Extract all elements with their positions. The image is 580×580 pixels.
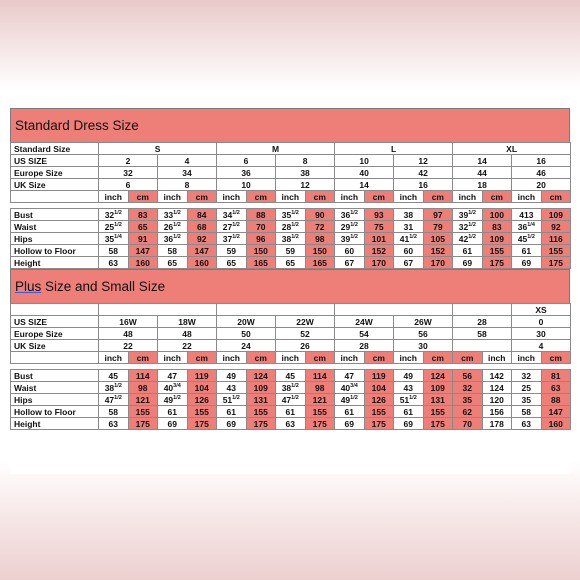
- size-cell: 24: [217, 340, 276, 352]
- unit-cell: cm: [246, 191, 276, 203]
- unit-cell: cm: [423, 191, 453, 203]
- measure-cell: 88: [246, 209, 276, 221]
- measure-cell: 119: [364, 370, 394, 382]
- measure-cell: 61: [217, 406, 247, 418]
- unit-cell: cm: [364, 191, 394, 203]
- measure-cell: 175: [246, 418, 276, 430]
- measure-cell: $34^{1/2}$: [217, 209, 247, 221]
- unit-cell: inch: [512, 352, 542, 364]
- unit-cell: cm: [305, 352, 335, 364]
- measure-cell: $51^{1/2}$: [394, 394, 424, 406]
- unit-cell: cm: [364, 352, 394, 364]
- size-cell: 52: [276, 328, 335, 340]
- measure-cell: 175: [423, 418, 453, 430]
- measure-cell: 88: [541, 394, 571, 406]
- measure-cell: 155: [482, 245, 512, 257]
- measure-cell: 75: [364, 221, 394, 233]
- measure-cell: 79: [423, 221, 453, 233]
- measure-cell: 69: [335, 418, 365, 430]
- measure-cell: 150: [305, 245, 335, 257]
- measure-cell: 63: [512, 418, 542, 430]
- measure-cell: 47: [335, 370, 365, 382]
- measure-cell: 32: [512, 370, 542, 382]
- row-label: Bust: [11, 370, 99, 382]
- measure-row: [11, 406, 571, 418]
- measure-cell: $27^{1/2}$: [217, 221, 247, 233]
- size-cell: 12: [276, 179, 335, 191]
- measure-cell: $42^{1/2}$: [453, 233, 483, 245]
- measure-cell: 59: [276, 245, 306, 257]
- measure-cell: 155: [128, 406, 158, 418]
- measure-cell: 43: [394, 382, 424, 394]
- measure-cell: 119: [187, 370, 217, 382]
- measure-cell: 116: [541, 233, 571, 245]
- measure-cell: 152: [423, 245, 453, 257]
- measure-cell: 100: [482, 209, 512, 221]
- size-cell: 30: [512, 328, 571, 340]
- measure-cell: 104: [364, 382, 394, 394]
- measure-cell: 69: [158, 418, 188, 430]
- measure-cell: 63: [541, 382, 571, 394]
- unit-cell: cm: [187, 191, 217, 203]
- unit-cell: cm: [541, 191, 571, 203]
- measure-cell: 72: [305, 221, 335, 233]
- unit-cell: inch: [482, 352, 512, 364]
- size-cell: 12: [394, 155, 453, 167]
- measure-cell: 160: [541, 418, 571, 430]
- measure-cell: 121: [128, 394, 158, 406]
- measure-cell: 155: [364, 406, 394, 418]
- size-cell: 46: [512, 167, 571, 179]
- measure-row: [11, 370, 571, 382]
- size-cell: 10: [335, 155, 394, 167]
- measure-cell: $32^{1/2}$: [453, 221, 483, 233]
- measure-cell: $38^{1/2}$: [276, 382, 306, 394]
- measure-cell: $49^{1/2}$: [158, 394, 188, 406]
- plus-title-prefix: Plus: [15, 279, 42, 294]
- row-label: UK Size: [11, 179, 99, 191]
- measure-cell: 91: [128, 233, 158, 245]
- unit-cell: inch: [512, 191, 542, 203]
- measure-cell: $47^{1/2}$: [276, 394, 306, 406]
- measure-cell: 114: [128, 370, 158, 382]
- measure-row: [11, 382, 571, 394]
- unit-cell: inch: [335, 191, 365, 203]
- measure-cell: 152: [364, 245, 394, 257]
- measure-cell: 109: [482, 233, 512, 245]
- measure-cell: 120: [482, 394, 512, 406]
- size-cell: 32: [99, 167, 158, 179]
- size-cell: 20: [512, 179, 571, 191]
- measure-cell: 175: [187, 418, 217, 430]
- measure-cell: 170: [423, 257, 453, 269]
- measure-cell: 178: [482, 418, 512, 430]
- measure-cell: 69: [217, 418, 247, 430]
- measure-cell: 61: [158, 406, 188, 418]
- measure-cell: $26^{1/2}$: [158, 221, 188, 233]
- measure-cell: 124: [246, 370, 276, 382]
- measure-cell: 61: [453, 245, 483, 257]
- measure-cell: 58: [99, 406, 129, 418]
- size-cell: 16: [512, 155, 571, 167]
- measure-row: [11, 257, 571, 269]
- size-cell: 26: [276, 340, 335, 352]
- measure-cell: $35^{1/2}$: [276, 209, 306, 221]
- size-cell: 48: [99, 328, 158, 340]
- measure-cell: 45: [276, 370, 306, 382]
- measure-row: [11, 209, 571, 221]
- measure-cell: $36^{1/2}$: [335, 209, 365, 221]
- measure-cell: 61: [335, 406, 365, 418]
- size-cell: 14: [335, 179, 394, 191]
- row-label: Waist: [11, 221, 99, 233]
- size-cell: 30: [394, 340, 453, 352]
- size-cell: 4: [158, 155, 217, 167]
- measure-cell: 62: [453, 406, 483, 418]
- row-label: Europe Size: [11, 167, 99, 179]
- measure-cell: 147: [187, 245, 217, 257]
- measure-cell: 175: [541, 257, 571, 269]
- size-cell: 58: [453, 328, 512, 340]
- size-cell: 14: [453, 155, 512, 167]
- section-title-standard: [10, 108, 570, 142]
- size-cell: 44: [453, 167, 512, 179]
- size-cell: 28: [453, 316, 512, 328]
- measure-cell: 124: [482, 382, 512, 394]
- size-cell: 10: [217, 179, 276, 191]
- measure-row: [11, 418, 571, 430]
- measure-cell: 96: [246, 233, 276, 245]
- measure-cell: 63: [99, 257, 129, 269]
- row-label: US SIZE: [11, 155, 99, 167]
- measure-cell: 155: [541, 245, 571, 257]
- measure-cell: $40^{3/4}$: [335, 382, 365, 394]
- measure-cell: 170: [364, 257, 394, 269]
- measure-cell: $36^{1/2}$: [158, 233, 188, 245]
- measure-cell: 60: [335, 245, 365, 257]
- measure-cell: 90: [305, 209, 335, 221]
- measure-cell: 58: [99, 245, 129, 257]
- size-cell: 22: [99, 340, 158, 352]
- measure-row: [11, 245, 571, 257]
- measure-cell: 160: [187, 257, 217, 269]
- unit-cell: inch: [394, 352, 424, 364]
- measure-cell: 61: [512, 245, 542, 257]
- measure-cell: $41^{1/2}$: [394, 233, 424, 245]
- size-cell: 42: [394, 167, 453, 179]
- unit-cell: cm: [246, 352, 276, 364]
- measure-cell: $51^{1/2}$: [217, 394, 247, 406]
- measure-cell: $32^{1/2}$: [99, 209, 129, 221]
- unit-cell: cm: [128, 352, 158, 364]
- size-cell: 18: [453, 179, 512, 191]
- group-xs: XS: [512, 304, 571, 316]
- header-label: Standard Size: [11, 143, 99, 155]
- size-cell: 20W: [217, 316, 276, 328]
- unit-cell: inch: [158, 352, 188, 364]
- measure-cell: 98: [305, 382, 335, 394]
- measure-cell: 69: [512, 257, 542, 269]
- section-title-plus: [10, 269, 570, 303]
- measure-cell: 70: [246, 221, 276, 233]
- measure-cell: 175: [364, 418, 394, 430]
- measure-cell: $33^{1/2}$: [158, 209, 188, 221]
- unit-cell: cm: [541, 352, 571, 364]
- measure-cell: 109: [246, 382, 276, 394]
- unit-cell: inch: [99, 191, 129, 203]
- size-row: [11, 340, 571, 352]
- measure-cell: 98: [305, 233, 335, 245]
- size-row: [11, 328, 571, 340]
- row-label: Waist: [11, 382, 99, 394]
- group-m: M: [217, 143, 335, 155]
- size-cell: 54: [335, 328, 394, 340]
- measure-cell: 131: [423, 394, 453, 406]
- measure-cell: 101: [364, 233, 394, 245]
- row-label: Hollow to Floor: [11, 406, 99, 418]
- measure-cell: $47^{1/2}$: [99, 394, 129, 406]
- size-cell: 36: [217, 167, 276, 179]
- size-cell: 2: [99, 155, 158, 167]
- measure-cell: 58: [512, 406, 542, 418]
- measure-cell: 38: [394, 209, 424, 221]
- measure-cell: 35: [512, 394, 542, 406]
- group-header-row: [11, 143, 571, 155]
- row-label: Europe Size: [11, 328, 99, 340]
- measure-cell: 58: [158, 245, 188, 257]
- measure-cell: 126: [187, 394, 217, 406]
- measure-cell: 69: [394, 418, 424, 430]
- row-label: UK Size: [11, 340, 99, 352]
- unit-cell: cm: [423, 352, 453, 364]
- measure-cell: 121: [305, 394, 335, 406]
- plus-title-rest: Size and Small Size: [41, 279, 166, 294]
- measure-cell: $38^{1/2}$: [99, 382, 129, 394]
- row-label: US SIZE: [11, 316, 99, 328]
- row-label: Hips: [11, 233, 99, 245]
- measure-cell: 155: [423, 406, 453, 418]
- measure-cell: 63: [99, 418, 129, 430]
- measure-cell: 83: [482, 221, 512, 233]
- measure-cell: $29^{1/2}$: [335, 221, 365, 233]
- unit-cell: cm: [305, 191, 335, 203]
- unit-cell: inch: [335, 352, 365, 364]
- size-cell: 16: [394, 179, 453, 191]
- measure-cell: 68: [187, 221, 217, 233]
- size-chart: [10, 108, 570, 474]
- measure-cell: 109: [423, 382, 453, 394]
- measure-cell: $39^{1/2}$: [453, 209, 483, 221]
- measure-cell: 175: [128, 418, 158, 430]
- unit-cell: inch: [276, 352, 306, 364]
- measure-cell: 65: [158, 257, 188, 269]
- measure-cell: 93: [364, 209, 394, 221]
- measure-cell: 92: [187, 233, 217, 245]
- size-cell: 50: [217, 328, 276, 340]
- measure-cell: 156: [482, 406, 512, 418]
- measure-cell: 31: [394, 221, 424, 233]
- size-row: [11, 179, 571, 191]
- measure-cell: $39^{1/2}$: [335, 233, 365, 245]
- xs-header-row: [11, 304, 571, 316]
- measure-cell: 150: [246, 245, 276, 257]
- measure-cell: 147: [128, 245, 158, 257]
- measure-cell: 32: [453, 382, 483, 394]
- size-row: [11, 316, 571, 328]
- row-label: Height: [11, 418, 99, 430]
- size-cell: 16W: [99, 316, 158, 328]
- size-cell: [453, 340, 512, 352]
- measure-cell: 98: [128, 382, 158, 394]
- measure-cell: 61: [276, 406, 306, 418]
- unit-cell: inch: [276, 191, 306, 203]
- standard-size-table: [10, 142, 571, 269]
- size-row: [11, 167, 571, 179]
- measure-cell: 155: [305, 406, 335, 418]
- measure-cell: 413: [512, 209, 542, 221]
- row-label: Bust: [11, 209, 99, 221]
- measure-cell: 35: [453, 394, 483, 406]
- measure-cell: $45^{1/2}$: [512, 233, 542, 245]
- measure-cell: 43: [217, 382, 247, 394]
- measure-cell: 83: [128, 209, 158, 221]
- size-cell: 8: [158, 179, 217, 191]
- measure-cell: $35^{1/4}$: [99, 233, 129, 245]
- measure-cell: 65: [217, 257, 247, 269]
- unit-cell: inch: [453, 191, 483, 203]
- size-cell: 4: [512, 340, 571, 352]
- size-cell: 8: [276, 155, 335, 167]
- measure-cell: 131: [246, 394, 276, 406]
- size-cell: 22W: [276, 316, 335, 328]
- size-row: [11, 155, 571, 167]
- measure-cell: 175: [305, 418, 335, 430]
- measure-cell: 67: [394, 257, 424, 269]
- measure-cell: 65: [276, 257, 306, 269]
- unit-cell: cm: [453, 352, 483, 364]
- measure-cell: 92: [541, 221, 571, 233]
- measure-cell: 109: [541, 209, 571, 221]
- measure-cell: 124: [423, 370, 453, 382]
- unit-row: [11, 191, 571, 203]
- measure-cell: 45: [99, 370, 129, 382]
- size-cell: 18W: [158, 316, 217, 328]
- size-cell: 0: [512, 316, 571, 328]
- measure-cell: 126: [364, 394, 394, 406]
- measure-cell: $38^{1/2}$: [276, 233, 306, 245]
- size-cell: 38: [276, 167, 335, 179]
- measure-cell: 59: [217, 245, 247, 257]
- row-label: Height: [11, 257, 99, 269]
- measure-cell: 165: [246, 257, 276, 269]
- measure-cell: $49^{1/2}$: [335, 394, 365, 406]
- size-cell: 22: [158, 340, 217, 352]
- unit-row: [11, 352, 571, 364]
- measure-row: [11, 221, 571, 233]
- measure-cell: $25^{1/2}$: [99, 221, 129, 233]
- size-cell: 6: [99, 179, 158, 191]
- measure-cell: 142: [482, 370, 512, 382]
- measure-cell: 155: [187, 406, 217, 418]
- unit-cell: inch: [158, 191, 188, 203]
- measure-cell: 56: [453, 370, 483, 382]
- measure-cell: 60: [394, 245, 424, 257]
- measure-cell: 175: [482, 257, 512, 269]
- measure-cell: 97: [423, 209, 453, 221]
- measure-cell: 65: [128, 221, 158, 233]
- measure-cell: 67: [335, 257, 365, 269]
- measure-cell: 114: [305, 370, 335, 382]
- standard-title: Standard Dress Size: [15, 118, 139, 133]
- plus-size-table: [10, 303, 571, 430]
- measure-cell: 49: [217, 370, 247, 382]
- size-cell: 56: [394, 328, 453, 340]
- measure-cell: 160: [128, 257, 158, 269]
- measure-cell: 81: [541, 370, 571, 382]
- group-xl: XL: [453, 143, 571, 155]
- unit-cell: inch: [217, 352, 247, 364]
- size-cell: 6: [217, 155, 276, 167]
- measure-cell: 69: [453, 257, 483, 269]
- measure-cell: 47: [158, 370, 188, 382]
- measure-cell: 70: [453, 418, 483, 430]
- measure-cell: $37^{1/2}$: [217, 233, 247, 245]
- size-cell: 40: [335, 167, 394, 179]
- measure-cell: 49: [394, 370, 424, 382]
- unit-cell: cm: [128, 191, 158, 203]
- measure-cell: 155: [246, 406, 276, 418]
- unit-cell: cm: [482, 191, 512, 203]
- measure-cell: $40^{3/4}$: [158, 382, 188, 394]
- measure-cell: $28^{1/2}$: [276, 221, 306, 233]
- measure-cell: $36^{1/4}$: [512, 221, 542, 233]
- measure-row: [11, 233, 571, 245]
- unit-cell: cm: [187, 352, 217, 364]
- size-cell: 34: [158, 167, 217, 179]
- measure-cell: 147: [541, 406, 571, 418]
- measure-cell: 84: [187, 209, 217, 221]
- row-label: Hollow to Floor: [11, 245, 99, 257]
- measure-cell: 104: [187, 382, 217, 394]
- group-s: S: [99, 143, 217, 155]
- measure-cell: 63: [276, 418, 306, 430]
- measure-row: [11, 394, 571, 406]
- measure-cell: 165: [305, 257, 335, 269]
- group-l: L: [335, 143, 453, 155]
- measure-cell: 61: [394, 406, 424, 418]
- measure-cell: 105: [423, 233, 453, 245]
- size-cell: 24W: [335, 316, 394, 328]
- size-cell: 26W: [394, 316, 453, 328]
- measure-cell: 25: [512, 382, 542, 394]
- size-cell: 28: [335, 340, 394, 352]
- size-cell: 48: [158, 328, 217, 340]
- unit-cell: inch: [217, 191, 247, 203]
- unit-cell: inch: [99, 352, 129, 364]
- unit-cell: inch: [394, 191, 424, 203]
- row-label: Hips: [11, 394, 99, 406]
